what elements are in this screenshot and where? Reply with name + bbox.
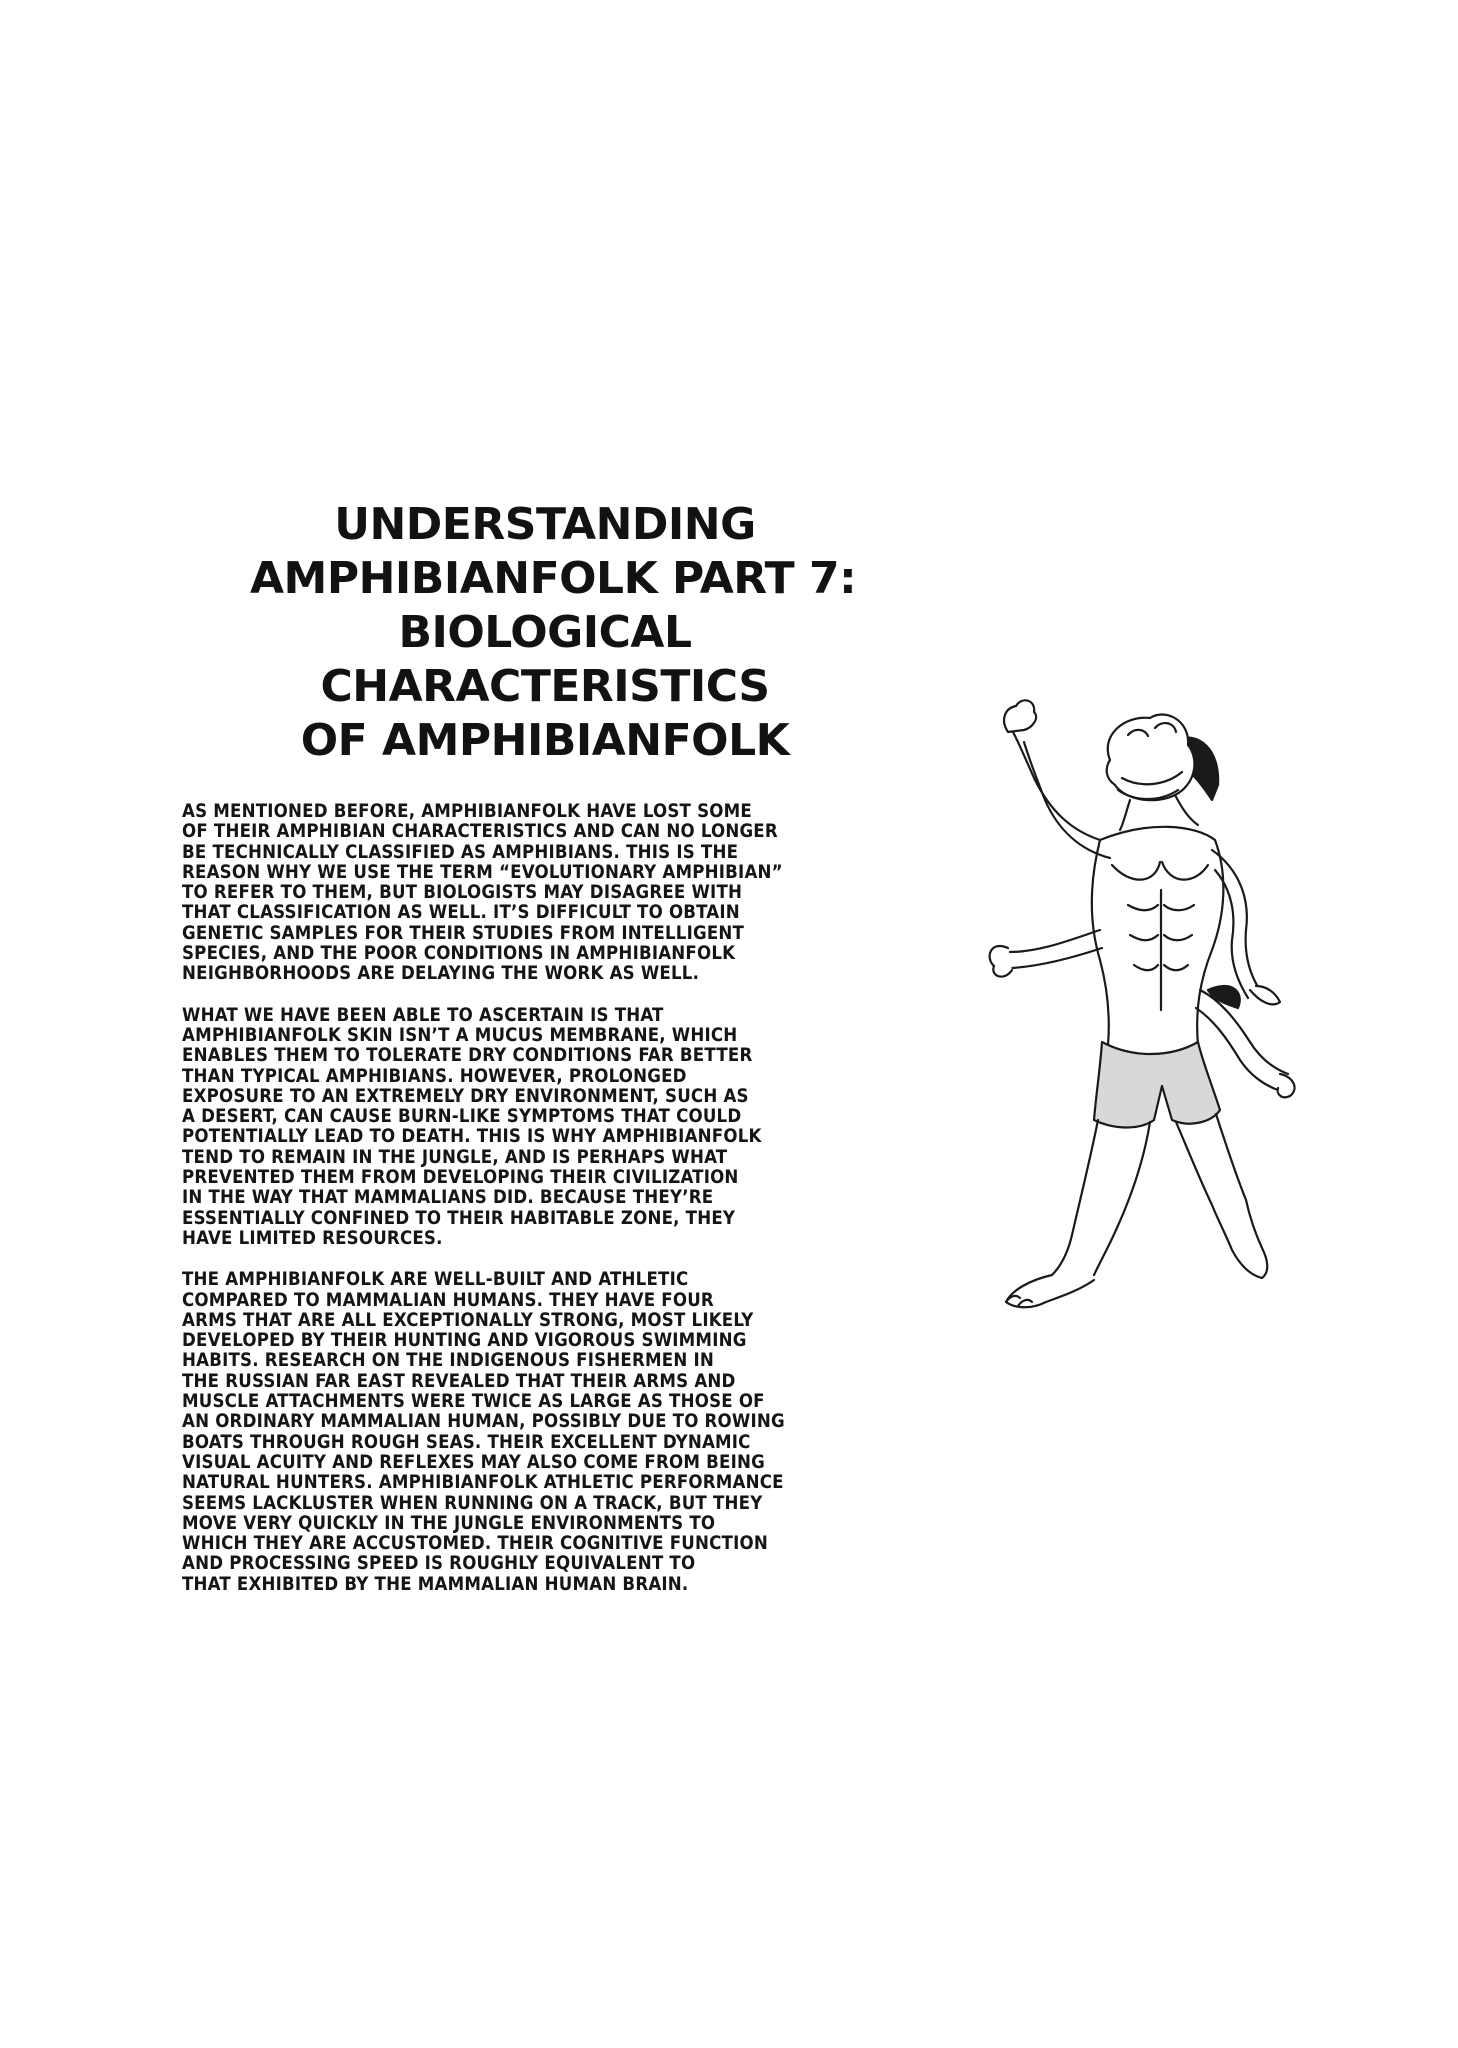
- text-line: DEVELOPED BY THEIR HUNTING AND VIGOROUS SWIMMING: [182, 1330, 747, 1352]
- frog-person-illustration: [950, 690, 1360, 1340]
- text-line: ENABLES THEM TO TOLERATE DRY CONDITIONS FAR BETTER: [182, 1045, 753, 1067]
- text-line: THAT CLASSIFICATION AS WELL. IT’S DIFFICULT TO OBTAIN: [182, 902, 740, 924]
- text-line: AND PROCESSING SPEED IS ROUGHLY EQUIVALENT TO: [182, 1553, 696, 1575]
- text-line: WHICH THEY ARE ACCUSTOMED. THEIR COGNITIVE FUNCTION: [182, 1533, 768, 1555]
- text-line: REASON WHY WE USE THE TERM “EVOLUTIONARY AMPHIBIAN”: [182, 861, 783, 883]
- frog-torso: [1092, 827, 1224, 1058]
- text-line: SPECIES, AND THE POOR CONDITIONS IN AMPHIBIANFOLK: [182, 943, 736, 965]
- shorts: [1094, 1042, 1220, 1128]
- text-line: IN THE WAY THAT MAMMALIANS DID. BECAUSE THEY’RE: [182, 1187, 714, 1209]
- text-line: GENETIC SAMPLES FOR THEIR STUDIES FROM INTELLIGENT: [182, 922, 745, 944]
- text-line: THAN TYPICAL AMPHIBIANS. HOWEVER, PROLONGED: [182, 1065, 687, 1087]
- article-title: [250, 498, 857, 768]
- text-line: TO REFER TO THEM, BUT BIOLOGISTS MAY DISAGREE WITH: [182, 882, 743, 904]
- title-line: CHARACTERISTICS: [320, 661, 770, 712]
- text-line: AS MENTIONED BEFORE, AMPHIBIANFOLK HAVE LOST SOME: [182, 801, 752, 822]
- text-line: HAVE LIMITED RESOURCES.: [182, 1227, 443, 1249]
- paragraph-3: [182, 1270, 882, 1595]
- text-line: THE AMPHIBIANFOLK ARE WELL-BUILT AND ATHLETIC: [182, 1269, 689, 1291]
- article-body: [182, 802, 882, 1616]
- text-line: MOVE VERY QUICKLY IN THE JUNGLE ENVIRONMENTS TO: [182, 1512, 716, 1534]
- text-line: ESSENTIALLY CONFINED TO THEIR HABITABLE ZONE, THEY: [182, 1207, 736, 1229]
- front-foot: [1006, 1275, 1094, 1307]
- text-line: A DESERT, CAN CAUSE BURN-LIKE SYMPTOMS THAT COULD: [182, 1106, 742, 1128]
- paragraph-2: [182, 1006, 882, 1250]
- text-line: NEIGHBORHOODS ARE DELAYING THE WORK AS WELL.: [182, 963, 700, 985]
- frog-head: [1107, 714, 1195, 800]
- title-line: UNDERSTANDING: [334, 499, 756, 550]
- text-line: ARMS THAT ARE ALL EXCEPTIONALLY STRONG, MOST LIKELY: [182, 1309, 754, 1331]
- text-line: PREVENTED THEM FROM DEVELOPING THEIR CIVILIZATION: [182, 1167, 739, 1189]
- text-line: AN ORDINARY MAMMALIAN HUMAN, POSSIBLY DUE TO ROWING: [182, 1411, 785, 1433]
- text-line: OF THEIR AMPHIBIAN CHARACTERISTICS AND CAN NO LONGER: [182, 821, 778, 843]
- frog-person-drawing: [950, 690, 1360, 1340]
- title-line: AMPHIBIANFOLK PART 7:: [250, 553, 857, 604]
- text-line: THAT EXHIBITED BY THE MAMMALIAN HUMAN BRAIN.: [182, 1573, 689, 1595]
- text-line: COMPARED TO MAMMALIAN HUMANS. THEY HAVE FOUR: [182, 1289, 714, 1311]
- text-line: MUSCLE ATTACHMENTS WERE TWICE AS LARGE AS THOSE OF: [182, 1391, 765, 1413]
- title-line: OF AMPHIBIANFOLK: [300, 715, 790, 766]
- leg-back: [1176, 1122, 1232, 1250]
- raised-hand-icon: [1004, 700, 1036, 732]
- text-line: POTENTIALLY LEAD TO DEATH. THIS IS WHY AMPHIBIANFOLK: [182, 1126, 762, 1148]
- text-line: SEEMS LACKLUSTER WHEN RUNNING ON A TRACK, BUT THEY: [182, 1492, 763, 1514]
- title-line: BIOLOGICAL: [398, 607, 692, 658]
- text-line: EXPOSURE TO AN EXTREMELY DRY ENVIRONMENT, SUCH AS: [182, 1085, 749, 1107]
- leg-front: [1052, 1120, 1098, 1275]
- lower-arm-left: [1010, 930, 1100, 952]
- text-line: BE TECHNICALLY CLASSIFIED AS AMPHIBIANS. THIS IS THE: [182, 841, 739, 863]
- text-line: AMPHIBIANFOLK SKIN ISN’T A MUCUS MEMBRANE, WHICH: [182, 1024, 738, 1046]
- text-line: WHAT WE HAVE BEEN ABLE TO ASCERTAIN IS THAT: [182, 1004, 664, 1026]
- back-foot: [1232, 1248, 1267, 1278]
- text-line: VISUAL ACUITY AND REFLEXES MAY ALSO COME FROM BEING: [182, 1451, 765, 1473]
- text-line: HABITS. RESEARCH ON THE INDIGENOUS FISHERMEN IN: [182, 1350, 714, 1372]
- text-line: BOATS THROUGH ROUGH SEAS. THEIR EXCELLENT DYNAMIC: [182, 1431, 751, 1453]
- text-line: TEND TO REMAIN IN THE JUNGLE, AND IS PERHAPS WHAT: [182, 1146, 728, 1168]
- paragraph-1: [182, 802, 882, 985]
- text-line: THE RUSSIAN FAR EAST REVEALED THAT THEIR ARMS AND: [182, 1370, 736, 1392]
- text-line: NATURAL HUNTERS. AMPHIBIANFOLK ATHLETIC PERFORMANCE: [182, 1472, 784, 1494]
